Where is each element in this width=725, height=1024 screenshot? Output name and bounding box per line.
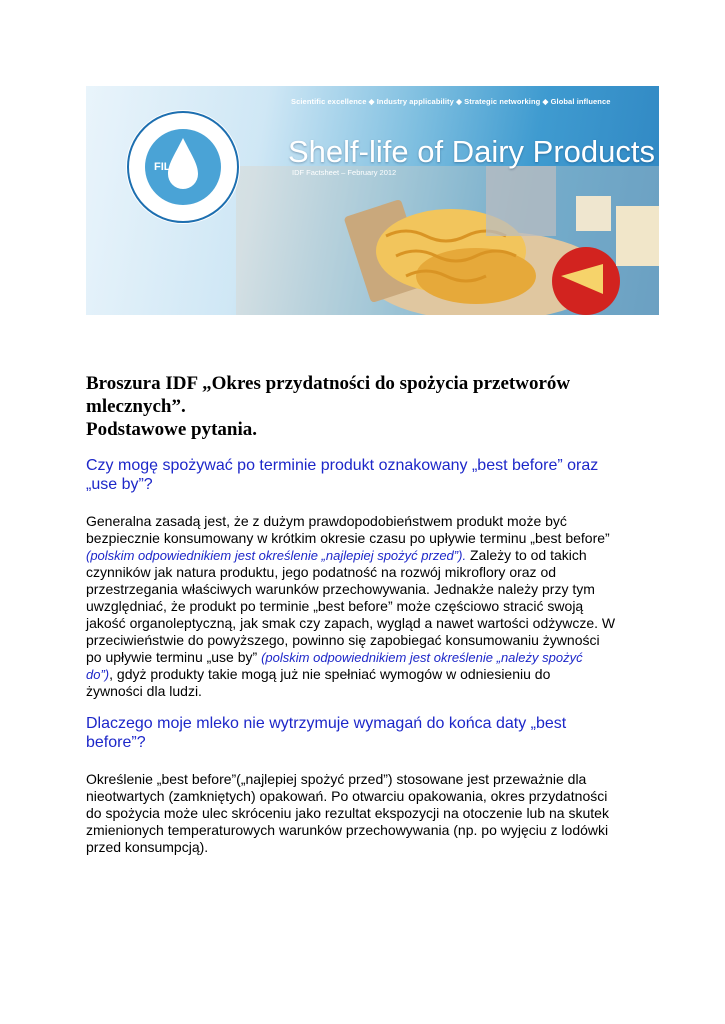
paragraph-line: przestrzegania właściwych warunków przechowywania. Jednakże należy przy tym bbox=[86, 581, 595, 597]
paragraph-line: bezpiecznie konsumowany w krótkim okresie czasu po upływie terminu „best before” bbox=[86, 530, 610, 546]
question-heading-1 bbox=[86, 456, 646, 494]
paragraph-text: Zależy to od takich bbox=[466, 547, 587, 563]
polish-equivalent-note: (polskim odpowiednikiem jest określenie „najlepiej spożyć przed”). bbox=[86, 548, 467, 563]
paragraph-line: uwzględniać, że produkt po terminie „best before” może częściowo stracić swoją bbox=[86, 598, 584, 614]
paragraph-line bbox=[86, 547, 646, 564]
paragraph-line: Generalna zasadą jest, że z dużym prawdopodobieństwem produkt może być bbox=[86, 513, 567, 529]
question-line: „use by”? bbox=[86, 476, 153, 493]
paragraph-line: przeciwieństwie do powyższego, powinno się zapobiegać konsumowaniu żywności bbox=[86, 632, 600, 648]
banner-subtitle: IDF Factsheet – February 2012 bbox=[292, 168, 397, 177]
title-line: Podstawowe pytania. bbox=[86, 419, 258, 440]
paragraph-line bbox=[86, 666, 646, 683]
paragraph-line bbox=[86, 649, 646, 666]
title-line: Broszura IDF „Okres przydatności do spożycia przetworów bbox=[86, 373, 571, 394]
dairy-products-photo bbox=[236, 166, 659, 315]
paragraph-line: do spożycia może ulec skróceniu jako rezultat ekspozycji na otoczenie lub na skutek bbox=[86, 805, 609, 821]
paragraph-line: zmienionych temperaturowych warunków przechowywania (np. po wyjęciu z lodówki bbox=[86, 822, 609, 838]
logo-center-text: FIL IDF bbox=[154, 161, 192, 173]
paragraph-text: , gdyż produkty takie mogą już nie spełniać wymogów w odniesieniu do bbox=[109, 666, 551, 682]
paragraph-text: po upływie terminu „use by” bbox=[86, 649, 262, 665]
question-line: before”? bbox=[86, 734, 146, 751]
paragraph-line: przed konsumpcją). bbox=[86, 839, 209, 855]
question-heading-2 bbox=[86, 714, 646, 752]
banner-title: Shelf-life of Dairy Products bbox=[288, 134, 655, 169]
question-line: Dlaczego moje mleko nie wytrzymuje wymagań do końca daty „best bbox=[86, 715, 567, 732]
paragraph-line: Określenie „best before”(„najlepiej spożyć przed”) stosowane jest przeważnie dla bbox=[86, 771, 587, 787]
banner-tagline: Scientific excellence ◆ Industry applicability ◆ Strategic networking ◆ Global influence bbox=[291, 97, 611, 106]
document-title bbox=[86, 372, 646, 441]
paragraph-line: żywności dla ludzi. bbox=[86, 683, 202, 699]
paragraph-line: nieotwartych (zamkniętych) opakowań. Po otwarciu opakowania, okres przydatności bbox=[86, 788, 608, 804]
polish-equivalent-note: (polskim odpowiednikiem jest określenie „należy spożyć bbox=[261, 650, 583, 665]
question-line: Czy mogę spożywać po terminie produkt oznakowany „best before” oraz bbox=[86, 457, 599, 474]
answer-paragraph-1 bbox=[86, 513, 646, 700]
header-banner-image bbox=[86, 86, 659, 315]
title-line: mlecznych”. bbox=[86, 396, 186, 417]
polish-equivalent-note: do”) bbox=[86, 667, 110, 682]
fil-idf-logo bbox=[124, 108, 242, 226]
answer-paragraph-2 bbox=[86, 771, 646, 856]
paragraph-line: czynników jak natura produktu, jego podatność na rozwój mikroflory oraz od bbox=[86, 564, 557, 580]
paragraph-line: jakość organoleptyczną, jak smak czy zapach, wygląd a nawet wartości odżywcze. W bbox=[86, 615, 616, 631]
